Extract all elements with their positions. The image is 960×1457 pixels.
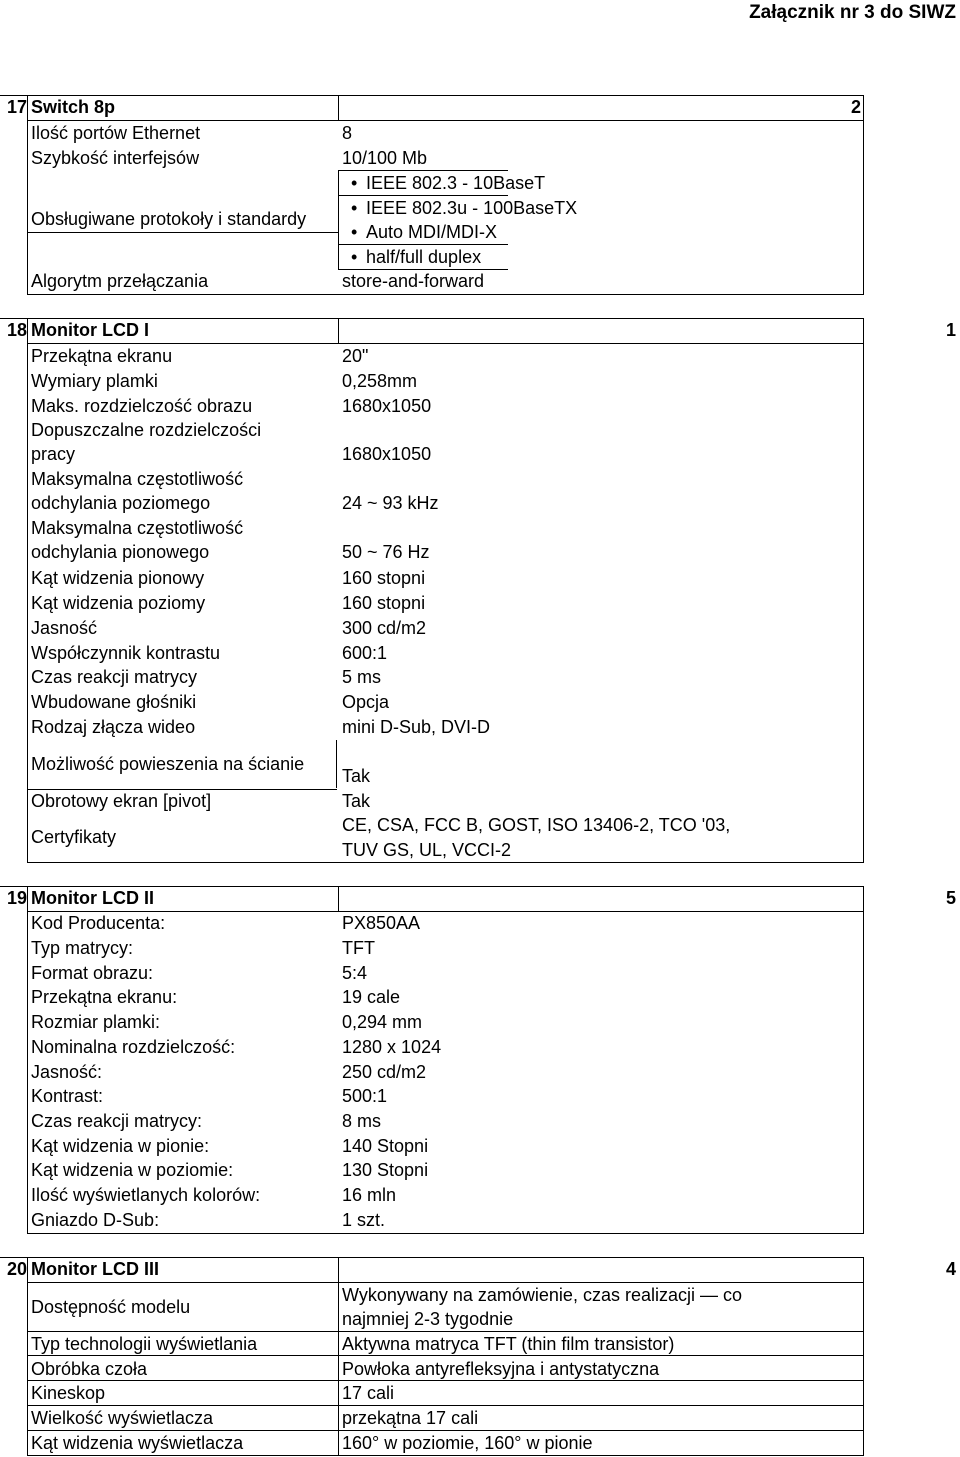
spec-value: 250 cd/m2: [342, 1062, 427, 1082]
spec-label: Kod Producenta:: [31, 913, 166, 933]
list-item: • IEEE 802.3u - 100BaseTX: [351, 196, 577, 221]
divider: [863, 886, 864, 1234]
divider: [0, 318, 864, 319]
spec-value: 16 mln: [342, 1185, 397, 1205]
spec-value: 600:1: [342, 643, 388, 663]
spec-label: Kąt widzenia pionowy: [31, 568, 205, 588]
spec-label: odchylania pionowego: [31, 542, 210, 562]
section-quantity: 2: [850, 97, 861, 117]
spec-label: Przekątna ekranu: [31, 346, 173, 366]
section-title: Monitor LCD I: [31, 320, 149, 340]
spec-value: 160° w poziomie, 160° w pionie: [342, 1433, 593, 1453]
section-number: 20: [6, 1259, 27, 1279]
spec-label: Czas reakcji matrycy: [31, 667, 198, 687]
spec-label: Jasność:: [31, 1062, 103, 1082]
spec-label: Kontrast:: [31, 1086, 104, 1106]
divider: [0, 886, 864, 887]
spec-value: 10/100 Mb: [342, 148, 428, 168]
spec-value: Wykonywany na zamówienie, czas realizacji — co: [342, 1285, 742, 1305]
section-title: Monitor LCD II: [31, 888, 154, 908]
spec-value: 0,294 mm: [342, 1012, 423, 1032]
section-title: Switch 8p: [31, 97, 116, 117]
divider: [863, 318, 864, 863]
spec-label: Wielkość wyświetlacza: [31, 1408, 214, 1428]
spec-label: Wymiary plamki: [31, 371, 158, 391]
spec-label: Kąt widzenia w poziomie:: [31, 1160, 234, 1180]
spec-value: 500:1: [342, 1086, 388, 1106]
spec-value: 5 ms: [342, 667, 382, 687]
spec-value: 160 stopni: [342, 593, 426, 613]
spec-value: 140 Stopni: [342, 1136, 429, 1156]
divider: [27, 294, 864, 295]
section-title: Monitor LCD III: [31, 1259, 159, 1279]
divider: [27, 1257, 28, 1456]
divider: [27, 886, 28, 1234]
spec-label: Kineskop: [31, 1383, 106, 1403]
spec-value: TUV GS, UL, VCCI-2: [342, 840, 512, 860]
spec-value: Tak: [342, 791, 371, 811]
spec-label: Ilość portów Ethernet: [31, 123, 201, 143]
spec-label: Wbudowane głośniki: [31, 692, 197, 712]
spec-value: przekątna 17 cali: [342, 1408, 479, 1428]
spec-value: mini D-Sub, DVI-D: [342, 717, 491, 737]
divider: [863, 95, 864, 295]
protocol-list: [351, 171, 577, 270]
section-quantity: 5: [945, 888, 956, 908]
spec-value: TFT: [342, 938, 375, 958]
spec-label: Kąt widzenia w pionie:: [31, 1136, 210, 1156]
spec-label: Obróbka czoła: [31, 1359, 148, 1379]
spec-value: 130 Stopni: [342, 1160, 429, 1180]
spec-value: 1680x1050: [342, 444, 432, 464]
spec-label: Czas reakcji matrycy:: [31, 1111, 203, 1131]
spec-value: 50 ~ 76 Hz: [342, 542, 430, 562]
spec-label: Maksymalna częstotliwość: [31, 518, 244, 538]
divider: [0, 1257, 864, 1258]
spec-label: Rozmiar plamki:: [31, 1012, 161, 1032]
spec-label: Format obrazu:: [31, 963, 154, 983]
section-number: 17: [6, 97, 27, 117]
spec-value: 1280 x 1024: [342, 1037, 442, 1057]
divider: [338, 886, 339, 911]
spec-label: Kąt widzenia wyświetlacza: [31, 1433, 244, 1453]
spec-label: Jasność: [31, 618, 98, 638]
spec-label: Dopuszczalne rozdzielczości: [31, 420, 262, 440]
divider: [27, 95, 28, 295]
spec-value: CE, CSA, FCC B, GOST, ISO 13406-2, TCO '03,: [342, 815, 731, 835]
section-quantity: 1: [945, 320, 956, 340]
spec-value: 5:4: [342, 963, 368, 983]
spec-value: 20": [342, 346, 369, 366]
spec-label: Dostępność modelu: [31, 1297, 191, 1317]
spec-label: Szybkość interfejsów: [31, 148, 200, 168]
spec-label: Możliwość powieszenia na ścianie: [31, 754, 305, 774]
spec-label: Ilość wyświetlanych kolorów:: [31, 1185, 261, 1205]
bullet-icon: •: [351, 173, 358, 193]
divider: [338, 1257, 339, 1456]
spec-label: Maks. rozdzielczość obrazu: [31, 396, 253, 416]
spec-value: 1 szt.: [342, 1210, 386, 1230]
bullet-icon: •: [351, 247, 358, 268]
section-quantity: 4: [945, 1259, 956, 1279]
spec-label: Rodzaj złącza wideo: [31, 717, 196, 737]
spec-label: Nominalna rozdzielczość:: [31, 1037, 236, 1057]
divider: [27, 1233, 864, 1234]
spec-label: Kąt widzenia poziomy: [31, 593, 206, 613]
spec-value: Powłoka antyrefleksyjna i antystatyczna: [342, 1359, 660, 1379]
spec-label: Gniazdo D-Sub:: [31, 1210, 160, 1230]
spec-label: Współczynnik kontrastu: [31, 643, 221, 663]
spec-value: 24 ~ 93 kHz: [342, 493, 439, 513]
section-number: 18: [6, 320, 27, 340]
bullet-icon: •: [351, 197, 358, 218]
spec-label: Obrotowy ekran [pivot]: [31, 791, 212, 811]
spec-label: pracy: [31, 444, 76, 464]
spec-value: 8: [342, 123, 353, 143]
list-item: • IEEE 802.3 - 10BaseT: [351, 171, 577, 196]
divider: [338, 95, 339, 120]
spec-label: Przekątna ekranu:: [31, 987, 178, 1007]
spec-value: 0,258mm: [342, 371, 418, 391]
spec-label: Algorytm przełączania: [31, 271, 209, 291]
spec-value: 17 cali: [342, 1383, 395, 1403]
spec-label: Typ technologii wyświetlania: [31, 1334, 258, 1354]
spec-label: Obsługiwane protokoły i standardy: [31, 209, 307, 229]
divider: [863, 1257, 864, 1456]
spec-value: Opcja: [342, 692, 390, 712]
spec-value: store-and-forward: [342, 271, 485, 291]
spec-label: Typ matrycy:: [31, 938, 134, 958]
divider: [338, 318, 339, 343]
spec-value: 19 cale: [342, 987, 401, 1007]
section-number: 19: [6, 888, 27, 908]
divider: [336, 740, 337, 788]
spec-label: odchylania poziomego: [31, 493, 211, 513]
spec-value: 1680x1050: [342, 396, 432, 416]
spec-value: 160 stopni: [342, 568, 426, 588]
spec-value: najmniej 2-3 tygodnie: [342, 1309, 514, 1329]
spec-value: 8 ms: [342, 1111, 382, 1131]
spec-value: 300 cd/m2: [342, 618, 427, 638]
divider: [0, 95, 864, 96]
list-item: • Auto MDI/MDI-X: [351, 220, 577, 245]
spec-value: Aktywna matryca TFT (thin film transistor): [342, 1334, 675, 1354]
spec-label: Maksymalna częstotliwość: [31, 469, 244, 489]
spec-label: Certyfikaty: [31, 827, 117, 847]
list-item: • half/full duplex: [351, 245, 577, 270]
divider: [338, 170, 339, 269]
page-title: Załącznik nr 3 do SIWZ: [749, 2, 956, 23]
spec-value: PX850AA: [342, 913, 421, 933]
bullet-icon: •: [351, 222, 358, 243]
divider: [27, 232, 338, 233]
spec-value: Tak: [342, 766, 371, 786]
divider: [27, 318, 28, 863]
